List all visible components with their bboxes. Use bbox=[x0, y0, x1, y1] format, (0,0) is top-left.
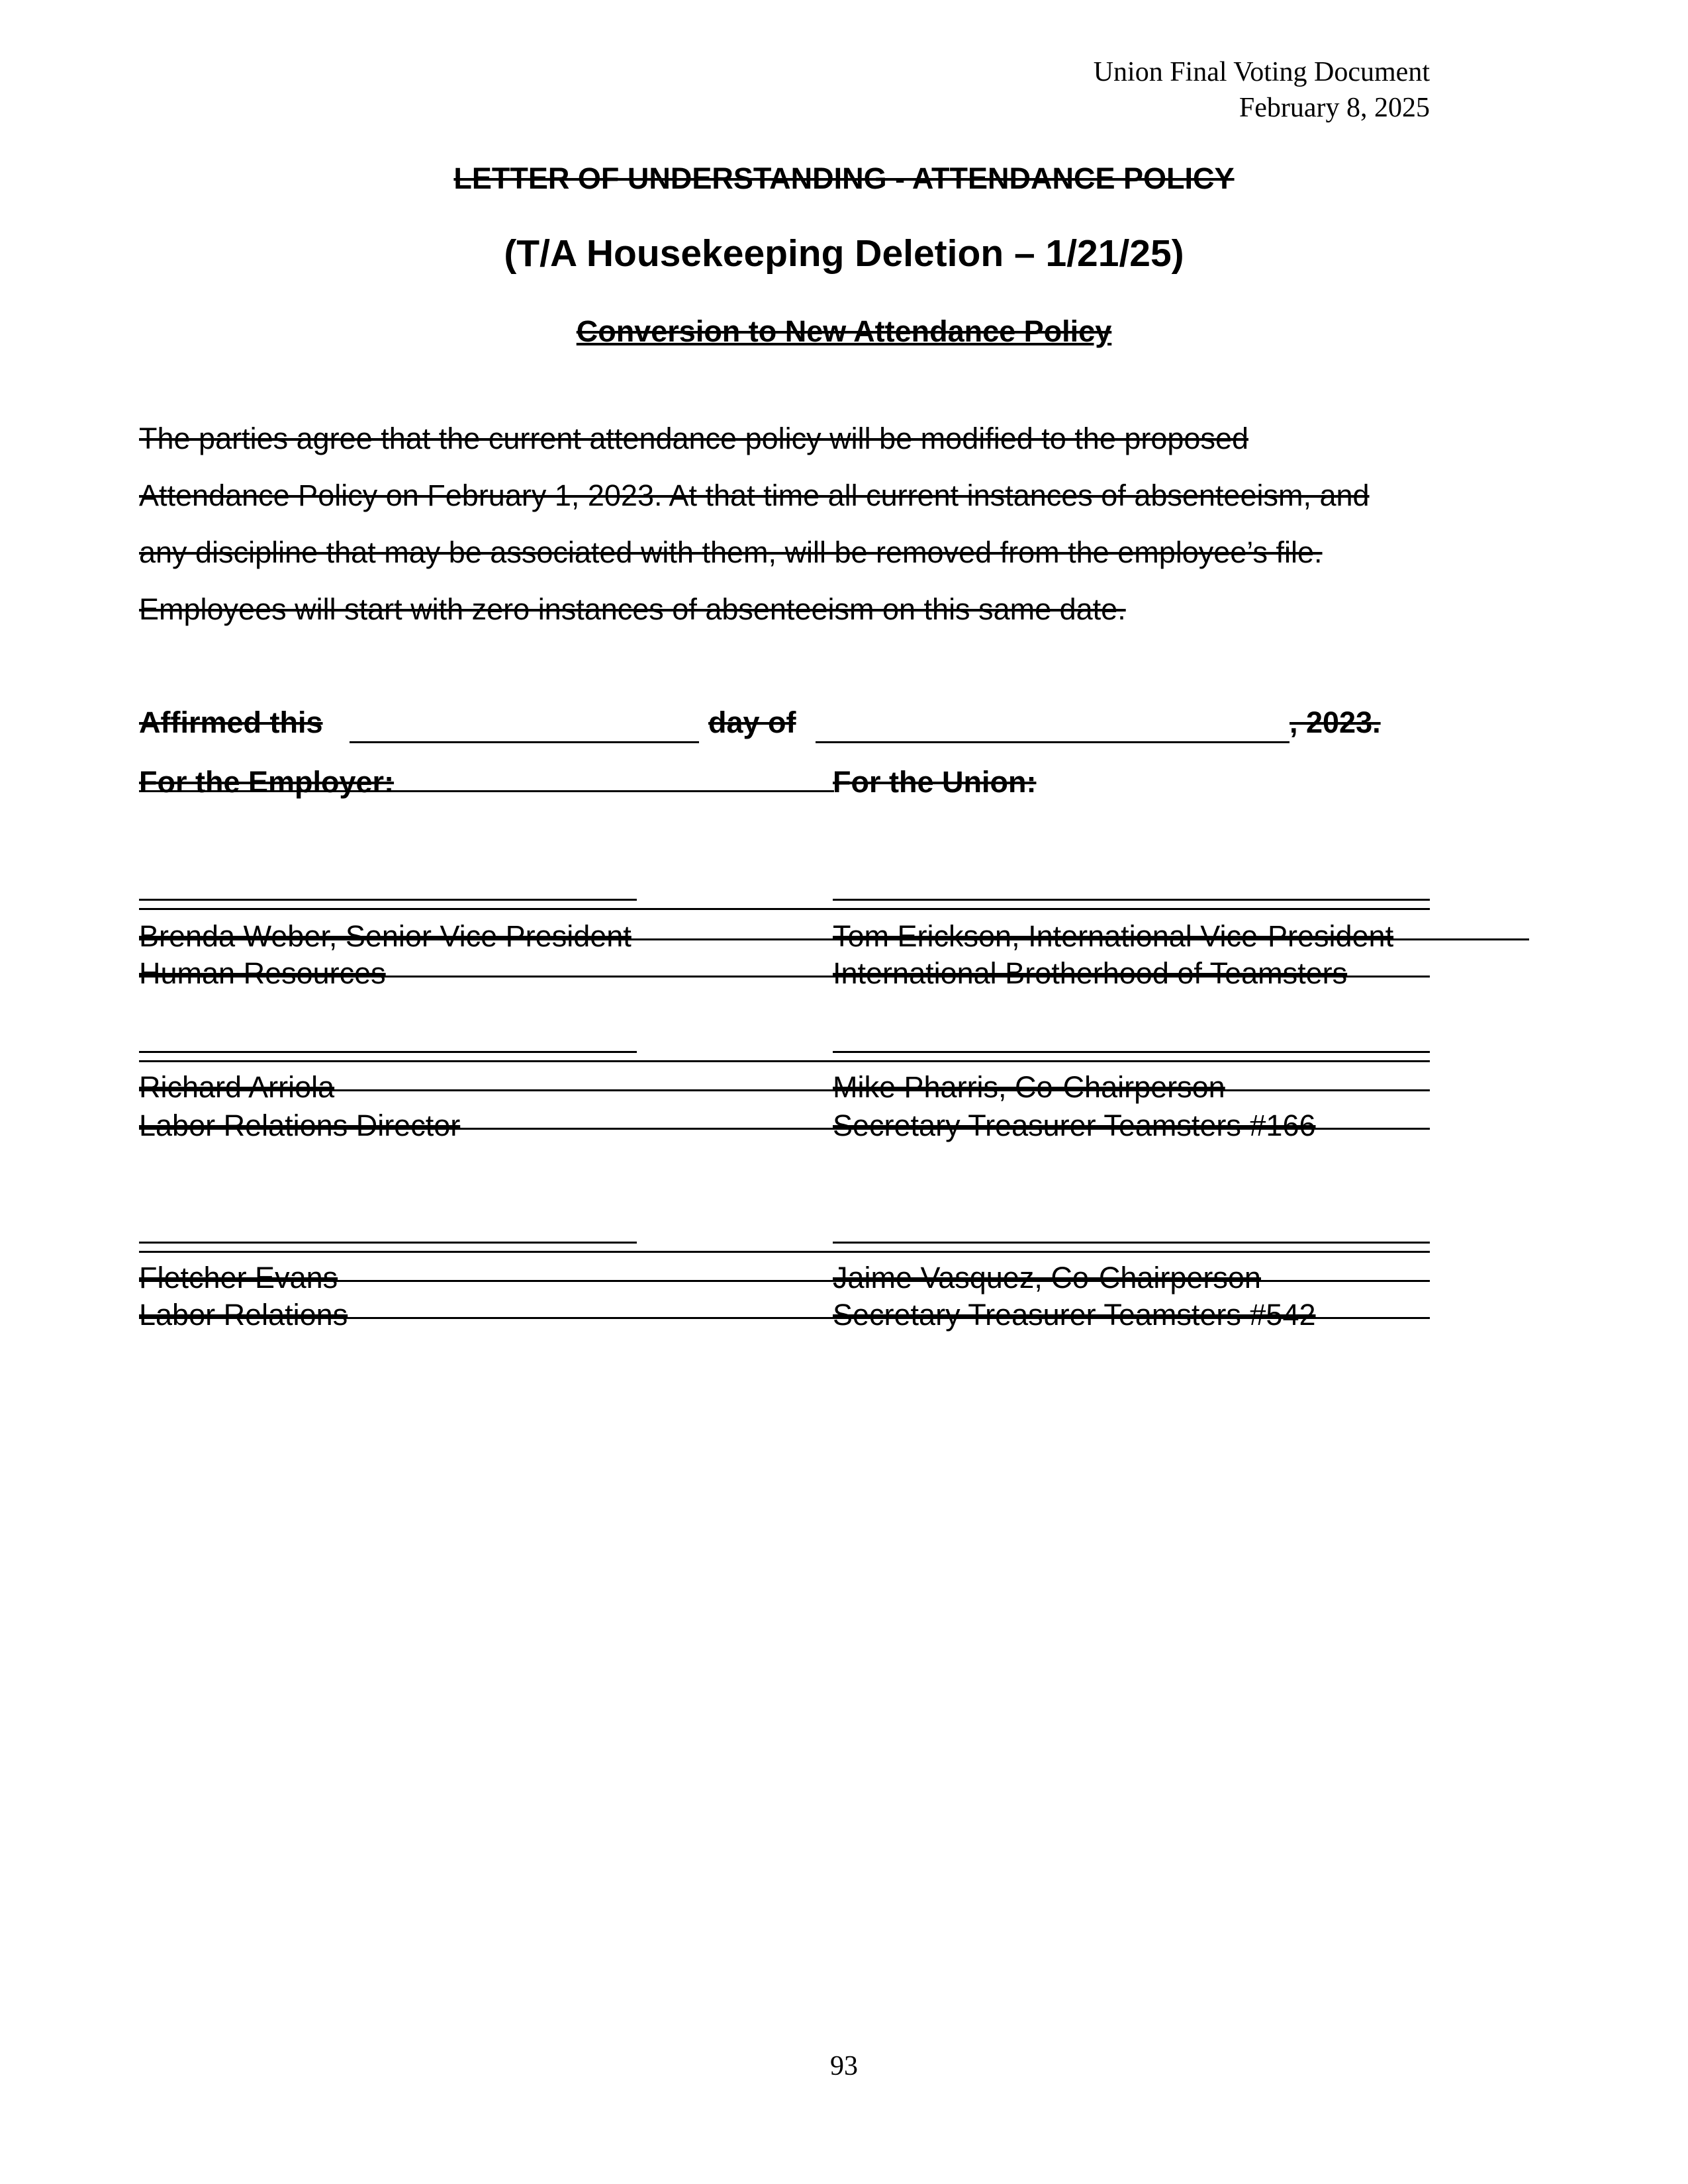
union-signatory-title: Secretary Treasurer Teamsters #166 bbox=[833, 1109, 1316, 1142]
employer-signature-line bbox=[139, 899, 637, 901]
body-paragraph bbox=[139, 410, 1569, 638]
employer-signature-line bbox=[139, 1051, 637, 1053]
employer-signatory-name: Brenda Weber, Senior Vice President bbox=[139, 919, 632, 953]
document-status: Union Final Voting Document bbox=[1093, 57, 1430, 87]
union-signatory-name: Mike Pharris, Co-Chairperson bbox=[833, 1070, 1225, 1104]
letter-subtitle: Conversion to New Attendance Policy bbox=[576, 314, 1112, 348]
employer-signature-line bbox=[139, 1242, 637, 1244]
union-signatory-name: Tom Erickson, International Vice-President bbox=[833, 919, 1394, 953]
employer-signatory-name: Fletcher Evans bbox=[139, 1261, 338, 1295]
union-signatory-title: Secretary Treasurer Teamsters #542 bbox=[833, 1298, 1316, 1332]
union-signature-line bbox=[833, 1242, 1430, 1244]
affirmed-prefix: Affirmed this bbox=[139, 705, 323, 739]
union-signatory-title: International Brotherhood of Teamsters bbox=[833, 956, 1348, 990]
signature-divider bbox=[139, 908, 1430, 910]
page-number: 93 bbox=[830, 2051, 858, 2081]
employer-signatory-title: Labor Relations Director bbox=[139, 1109, 461, 1142]
employer-label: For the Employer: bbox=[139, 765, 395, 799]
month-blank-line bbox=[816, 741, 1289, 743]
body-line: The parties agree that the current attendance policy will be modified to the proposed bbox=[139, 422, 1249, 455]
union-signature-line bbox=[833, 1051, 1430, 1053]
union-label: For the Union: bbox=[833, 765, 1037, 799]
body-line: any discipline that may be associated with them, will be removed from the employee’s file. bbox=[139, 535, 1323, 569]
signature-divider bbox=[139, 1251, 1430, 1253]
union-signatory-name: Jaime Vasquez, Co-Chairperson bbox=[833, 1261, 1261, 1295]
employer-signatory-title: Human Resources bbox=[139, 956, 386, 990]
signature-divider bbox=[139, 1060, 1430, 1062]
body-line: Employees will start with zero instances of absenteeism on this same date. bbox=[139, 592, 1126, 626]
affirmed-suffix: , 2023. bbox=[1289, 705, 1381, 739]
document-date: February 8, 2025 bbox=[1239, 93, 1430, 123]
day-blank-line bbox=[350, 741, 699, 743]
employer-signatory-name: Richard Arriola bbox=[139, 1070, 335, 1104]
employer-signatory-title: Labor Relations bbox=[139, 1298, 348, 1332]
letter-title: LETTER OF UNDERSTANDING - ATTENDANCE POLICY bbox=[453, 161, 1235, 195]
affirmed-middle: day of bbox=[708, 705, 796, 739]
body-line: Attendance Policy on February 1, 2023. At that time all current instances of absenteeism, and bbox=[139, 478, 1370, 512]
deletion-note: (T/A Housekeeping Deletion – 1/21/25) bbox=[504, 232, 1184, 275]
union-signature-line bbox=[833, 899, 1430, 901]
